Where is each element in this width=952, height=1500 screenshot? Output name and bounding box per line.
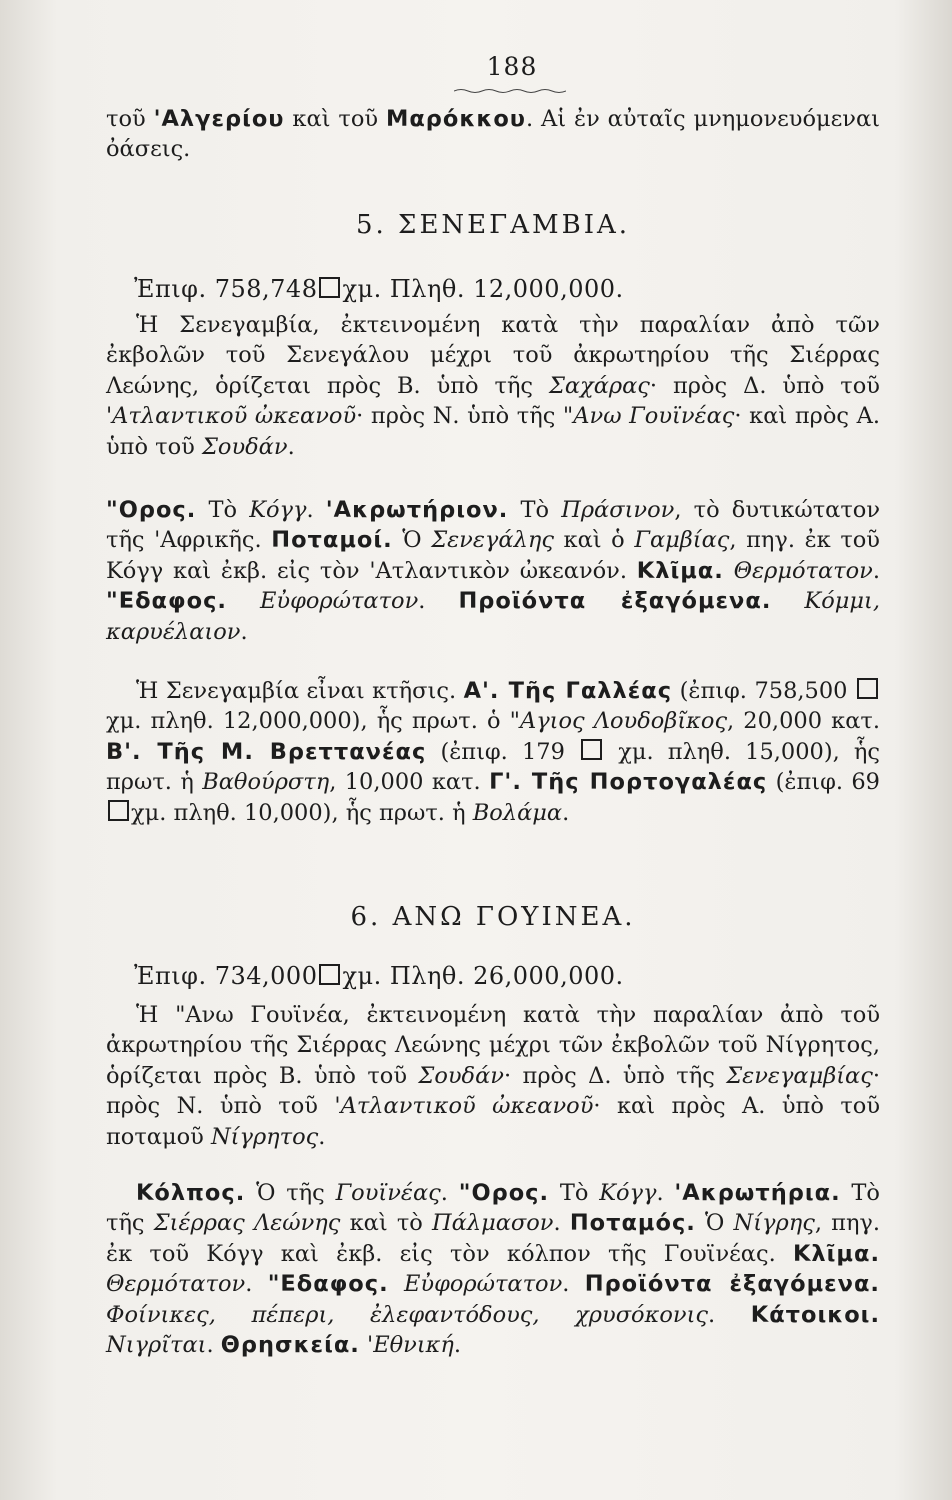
section-heading-senegambia: 5. ΣΕΝΕΓΑΜΒΙΑ.	[355, 210, 631, 240]
square-icon	[108, 800, 129, 821]
upper-guinea-description: Ἡ "Ανω Γουϊνέα, ἐκτεινομένη κατὰ τὴν παραλίαν ἀπὸ τοῦ ἀκρωτηρίου τῆς Σιέρρας Λεώνης μέχρι τῶν ἐκβολῶν τοῦ Νίγρητος, ὁρίζεται πρὸς Β. ὑπὸ τοῦ Σουδάν· πρὸς Δ. ὑπὸ τῆς Σενεγαμβίας· πρὸς Ν. ὑπὸ τοῦ 'Ατλαντικοῦ ὠκεανοῦ· καὶ πρὸς Α. ὑπὸ τοῦ ποταμοῦ Νίγρητος.	[106, 1002, 880, 1150]
term-morocco: Μαρόκκου	[385, 106, 526, 132]
square-icon	[857, 678, 878, 699]
senegambia-description: Ἡ Σενεγαμβία, ἐκτεινομένη κατὰ τὴν παραλίαν ἀπὸ τῶν ἐκβολῶν τοῦ Σενεγάλου μέχρι τοῦ ἀκρωτηρίου τῆς Σιέρρας Λεώνης, ὁρίζεται πρὸς Β. ὑπὸ τῆς Σαχάρας· πρὸς Δ. ὑπὸ τοῦ 'Ατλαντικοῦ ὠκεανοῦ· πρὸς Ν. ὑπὸ τῆς "Ανω Γουϊνέας· καὶ πρὸς Α. ὑπὸ τοῦ Σουδάν.	[106, 312, 881, 460]
senegambia-possessions: Ἡ Σενεγαμβία εἶναι κτῆσις. Α'. Τῆς Γαλλέας (ἐπιφ. 758,500 χμ. πληθ. 12,000,000), ἧς πρωτ. ὁ "Αγιος Λουδοβῖκος, 20,000 κατ. Β'. Τῆς Μ. Βρεττανέας (ἐπιφ. 179 χμ. πληθ. 15,000), ἧς πρωτ. ἡ Βαθούρστη, 10,000 κατ. Γ'. Τῆς Πορτογαλέας (ἐπιφ. 69χμ. πληθ. 10,000), ἧς πρωτ. ἡ Βολάμα.	[106, 678, 881, 826]
square-icon	[319, 277, 340, 298]
page-number: 188	[486, 52, 538, 81]
section-heading-upper-guinea: 6. ΑΝΩ ΓΟΥΙΝΕΑ.	[350, 902, 636, 932]
continuation-paragraph: τοῦ 'Αλγερίου καὶ τοῦ Μαρόκκου. Αἱ ἐν αὐταῖς μνημονευόμεναι ὀάσεις.	[106, 106, 880, 163]
square-icon	[581, 739, 602, 760]
page-number-ornament	[454, 88, 566, 94]
upper-guinea-details: Κόλπος. Ὁ τῆς Γουϊνέας. "Ορος. Τὸ Κόγγ. 'Ακρωτήρια. Τὸ τῆς Σιέρρας Λεώνης καὶ τὸ Πάλμασον. Ποταμός. Ὁ Νίγρης, πηγ. ἐκ τοῦ Κόγγ καὶ ἐκβ. εἰς τὸν κόλπον τῆς Γουϊνέας. Κλῖμα. Θερμότατον. "Εδαφος. Εὐφορώτατον. Προϊόντα ἐξαγόμενα. Φοίνικες, πέπερι, ἐλεφαντόδους, χρυσόκονις. Κάτοικοι. Νιγρῖται. Θρησκεία. 'Εθνική.	[106, 1180, 881, 1359]
upper-guinea-stats: Ἐπιφ. 734,000 χμ. Πληθ. 26,000,000.	[134, 962, 624, 990]
senegambia-stats: Ἐπιφ. 758,748 χμ. Πληθ. 12,000,000.	[134, 275, 624, 303]
senegambia-details: "Ορος. Τὸ Κόγγ. 'Ακρωτήριον. Τὸ Πράσινον, τὸ δυτικώτατον τῆς 'Αφρικῆς. Ποταμοί. Ὁ Σενεγάλης καὶ ὁ Γαμβίας, πηγ. ἐκ τοῦ Κόγγ καὶ ἐκβ. εἰς τὸν 'Ατλαντικὸν ὠκεανόν. Κλῖμα. Θερμότατον. "Εδαφος. Εὐφορώτατον. Προϊόντα ἐξαγόμενα. Κόμμι, καρυέλαιον.	[106, 497, 881, 645]
square-icon	[319, 964, 340, 985]
term-algeria: 'Αλγερίου	[153, 106, 285, 132]
